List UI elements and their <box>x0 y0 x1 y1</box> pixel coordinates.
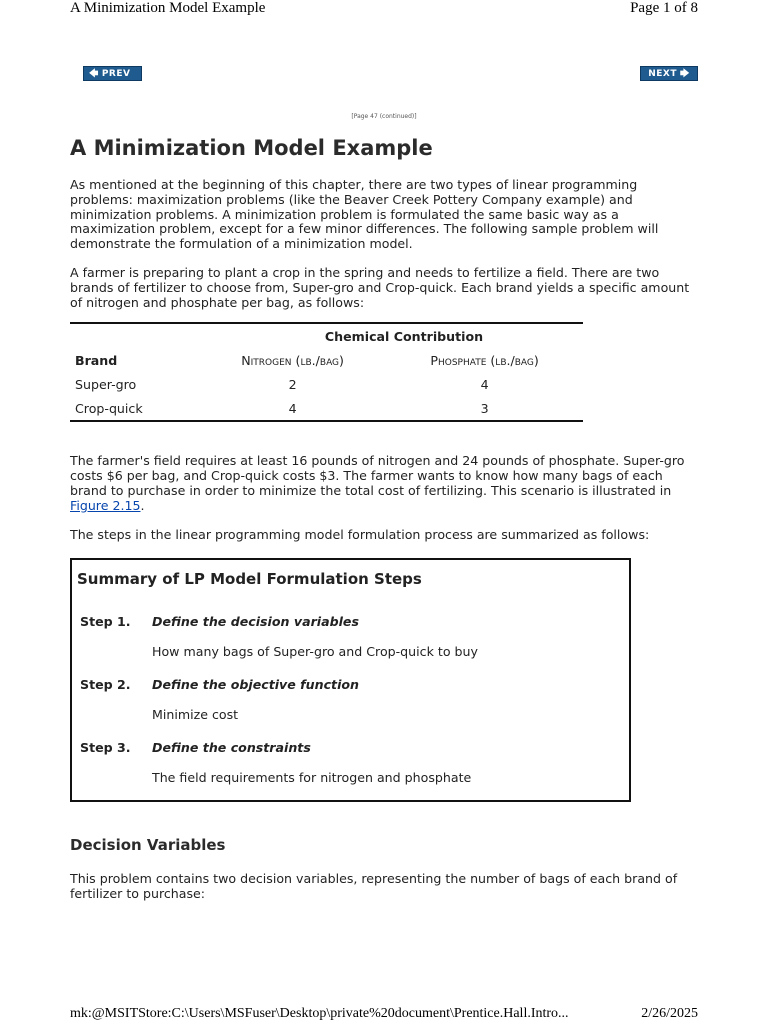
table-cell: 4 <box>480 376 489 392</box>
table-header-nitrogen: Nitrogen (lb./bag) <box>241 352 344 368</box>
decision-variables-paragraph: This problem contains two decision variables, representing the number of bags of each brand of fertilizer to purchase: <box>70 871 678 902</box>
step-1-desc: How many bags of Super-gro and Crop-quick to buy <box>152 644 478 660</box>
requirements-text-end: . <box>140 497 145 513</box>
step-2-label: Step 2. <box>80 677 131 693</box>
next-button-label: NEXT <box>648 68 677 79</box>
table-cell: 2 <box>288 376 297 392</box>
print-footer-date: 2/26/2025 <box>641 1006 698 1021</box>
chemical-contribution-table <box>70 322 583 422</box>
table-header-phosphate: Phosphate (lb./bag) <box>430 352 539 368</box>
print-header <box>70 0 698 18</box>
print-header-title: A Minimization Model Example <box>70 0 266 16</box>
main-content <box>70 136 700 916</box>
table-cell: Super-gro <box>75 376 137 392</box>
prev-button[interactable] <box>83 66 142 81</box>
table-row <box>70 372 583 396</box>
intro-paragraph: As mentioned at the beginning of this chapter, there are two types of linear programming problems: maximization problems (like the Beaver Creek Pottery Company example) and minimization problems. A minimization problem is formulated the same basic way as a maximization problem, except for a few minor differences. The following sample problem will demonstrate the formulation of a minimization model. <box>70 177 659 252</box>
summary-title: Summary of LP Model Formulation Steps <box>77 570 422 589</box>
print-footer-path: mk:@MSITStore:C:\Users\MSFuser\Desktop\private%20document\Prentice.Hall.Intro... <box>70 1006 569 1021</box>
print-header-page: Page 1 of 8 <box>630 0 698 16</box>
table-cell: Crop-quick <box>75 400 143 416</box>
step-2-desc: Minimize cost <box>152 707 239 723</box>
prev-button-label: PREV <box>101 68 131 79</box>
step-2-title: Define the objective function <box>152 677 360 693</box>
arrow-right-icon: 🡆 <box>679 68 690 79</box>
print-footer <box>70 1006 698 1024</box>
farmer-paragraph: A farmer is preparing to plant a crop in the spring and needs to fertilize a field. There are two brands of fertilizer to choose from, Super-gro and Crop-quick. Each brand yields a specific amount of nitrogen and phosphate per bag, as follows: <box>70 264 690 310</box>
step-3-desc: The field requirements for nitrogen and phosphate <box>152 770 472 786</box>
step-3-title: Define the constraints <box>152 740 311 756</box>
table-cell: 3 <box>480 400 489 416</box>
step-1-title: Define the decision variables <box>152 614 359 630</box>
requirements-paragraph <box>70 454 700 513</box>
page-marker: [Page 47 (continued)] <box>351 113 417 120</box>
requirements-text: The farmer's field requires at least 16 pounds of nitrogen and 24 pounds of phosphate. Super-gro costs $6 per bag, and Crop-quick costs $3. The farmer wants to know how many bags of each brand to purchase in order to minimize the total cost of fertilizing. This scenario is illustrated in <box>70 453 685 498</box>
section-heading: Decision Variables <box>70 836 226 855</box>
table-cell: 4 <box>288 400 297 416</box>
table-header-brand: Brand <box>75 352 118 368</box>
table-row <box>70 396 583 421</box>
summary-box <box>70 558 631 802</box>
page-title: A Minimization Model Example <box>70 136 433 160</box>
step-3-label: Step 3. <box>80 740 131 756</box>
figure-link[interactable]: Figure 2.15 <box>70 497 141 513</box>
next-button[interactable] <box>640 66 698 81</box>
steps-intro-paragraph: The steps in the linear programming model formulation process are summarized as follows: <box>70 526 650 542</box>
step-1-label: Step 1. <box>80 614 131 630</box>
table-group-header: Chemical Contribution <box>324 328 484 344</box>
arrow-left-icon: 🡄 <box>89 68 99 79</box>
